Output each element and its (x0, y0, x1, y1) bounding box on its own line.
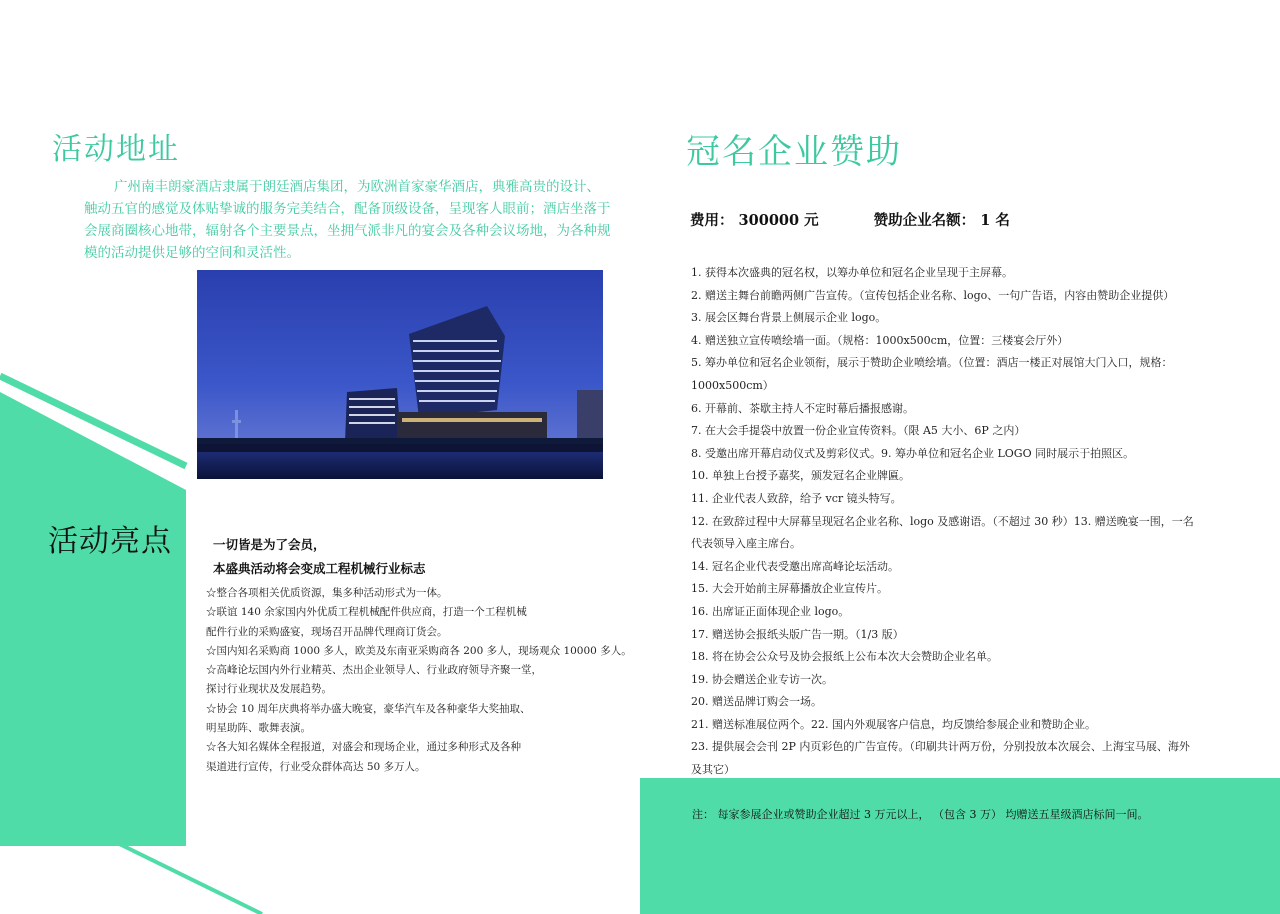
benefit-line: 21. 赠送标准展位两个。22. 国内外观展客户信息，均反馈给参展企业和赞助企业。 (691, 717, 1096, 731)
hotel-photo (197, 270, 603, 479)
highlight-line: 配件行业的采购盛宴，现场召开品牌代理商订货会。 (206, 625, 448, 638)
benefit-line: 2. 赠送主舞台前瞻两侧广告宣传。（宣传包括企业名称、logo、一句广告语，内容由赞助企业提供） (691, 288, 1175, 302)
benefit-line: 17. 赠送协会报纸头版广告一期。（1/3 版） (691, 627, 904, 641)
benefit-line: 及其它） (691, 763, 735, 777)
benefit-line: 代表领导入座主席台。 (691, 537, 801, 551)
highlight-line: 探讨行业现状及发展趋势。 (206, 683, 332, 696)
benefit-line: 3. 展会区舞台背景上侧展示企业 logo。 (691, 311, 887, 325)
benefit-line: 4. 赠送独立宣传喷绘墙一面。（规格：1000x500cm，位置：三楼宴会厅外） (691, 333, 1069, 347)
benefit-line: 1. 获得本次盛典的冠名权，以筹办单位和冠名企业呈现于主屏幕。 (691, 266, 1013, 279)
benefit-line: 18. 将在协会公众号及协会报纸上公布本次大会赞助企业名单。 (691, 650, 998, 664)
note-band (640, 778, 1280, 914)
benefit-line: 5. 筹办单位和冠名企业领衔，展示于赞助企业喷绘墙。（位置：酒店一楼正对展馆大门入口，规格： (691, 356, 1173, 370)
benefit-line: 8. 受邀出席开幕启动仪式及剪彩仪式。9. 筹办单位和冠名企业 LOGO 同时展示于拍照区。 (691, 446, 1135, 460)
address-description: 广州南丰朗豪酒店隶属于朗廷酒店集团，为欧洲首家豪华酒店，典雅高贵的设计、触动五官的感觉及体贴挚诚的服务完美结合，配备顶级设备，呈现客人眼前；酒店坐落于会展商圈核心地带，辐射各个主要景点，坐拥气派非凡的宴会及各种会议场地，为各种规模的活动提供足够的空间和灵活性。 (84, 179, 611, 261)
highlights-subtitle-1: 一切皆是为了会员， (213, 537, 326, 552)
benefit-line: 7. 在大会手提袋中放置一份企业宣传资料。（限 A5 大小、6P 之内） (691, 424, 1026, 438)
note-text: 注： 每家参展企业或赞助企业超过 3 万元以上， （包含 3 万） 均赠送五星级酒店标间一间。 (692, 808, 1149, 821)
benefit-line: 10. 单独上台授予嘉奖，颁发冠名企业牌匾。 (691, 469, 910, 483)
highlight-line: ☆整合各项相关优质资源，集多种活动形式为一体。 (206, 587, 448, 599)
highlights-subtitle-2: 本盛典活动将会变成工程机械行业标志 (213, 561, 426, 576)
sponsor-title: 冠名企业赞助 (686, 132, 902, 172)
fee-label: 费用： 300000 元 (690, 212, 819, 229)
highlight-line: ☆各大知名媒体全程报道，对盛会和现场企业，通过多种形式及各种 (206, 741, 521, 754)
highlight-line: 渠道进行宣传，行业受众群体高达 50 多万人。 (206, 760, 426, 773)
benefit-line: 1000x500cm） (691, 378, 774, 392)
highlight-line: ☆高峰论坛国内外行业精英、杰出企业领导人、行业政府领导齐聚一堂， (206, 664, 542, 677)
benefit-line: 19. 协会赠送企业专访一次。 (691, 672, 833, 686)
highlight-line: 明星助阵、歌舞表演。 (206, 722, 311, 735)
highlights-list (206, 584, 636, 777)
benefit-line: 6. 开幕前、茶歇主持人不定时幕后播报感谢。 (691, 401, 914, 415)
benefit-line: 11. 企业代表人致辞，给予 vcr 镜头特写。 (691, 491, 902, 505)
benefit-line: 15. 大会开始前主屏幕播放企业宣传片。 (691, 582, 888, 596)
benefit-line: 20. 赠送品牌订购会一场。 (691, 695, 822, 709)
quota-label: 赞助企业名额： 1 名 (873, 212, 1010, 229)
benefits-list (691, 262, 1253, 782)
address-title: 活动地址 (52, 132, 180, 167)
highlights-title: 活动亮点 (48, 524, 172, 559)
fee-row (690, 209, 1010, 230)
highlight-line: ☆国内知名采购商 1000 多人，欧美及东南亚采购商各 200 多人，现场观众 10000 多人。 (206, 644, 632, 657)
highlight-line: ☆联谊 140 余家国内外优质工程机械配件供应商，打造一个工程机械 (206, 606, 527, 619)
benefit-line: 16. 出席证正面体现企业 logo。 (691, 604, 850, 618)
benefit-line: 12. 在致辞过程中大屏幕呈现冠名企业名称、logo 及感谢语。（不超过 30 秒）13. 赠送晚宴一围，一名 (691, 514, 1194, 528)
benefit-line: 23. 提供展会会刊 2P 内页彩色的广告宣传。（印刷共计两万份，分别投放本次展会、上海宝马展、海外 (691, 740, 1190, 754)
benefit-line: 14. 冠名企业代表受邀出席高峰论坛活动。 (691, 559, 899, 573)
highlight-line: ☆协会 10 周年庆典将举办盛大晚宴，豪华汽车及各种豪华大奖抽取、 (206, 702, 531, 715)
